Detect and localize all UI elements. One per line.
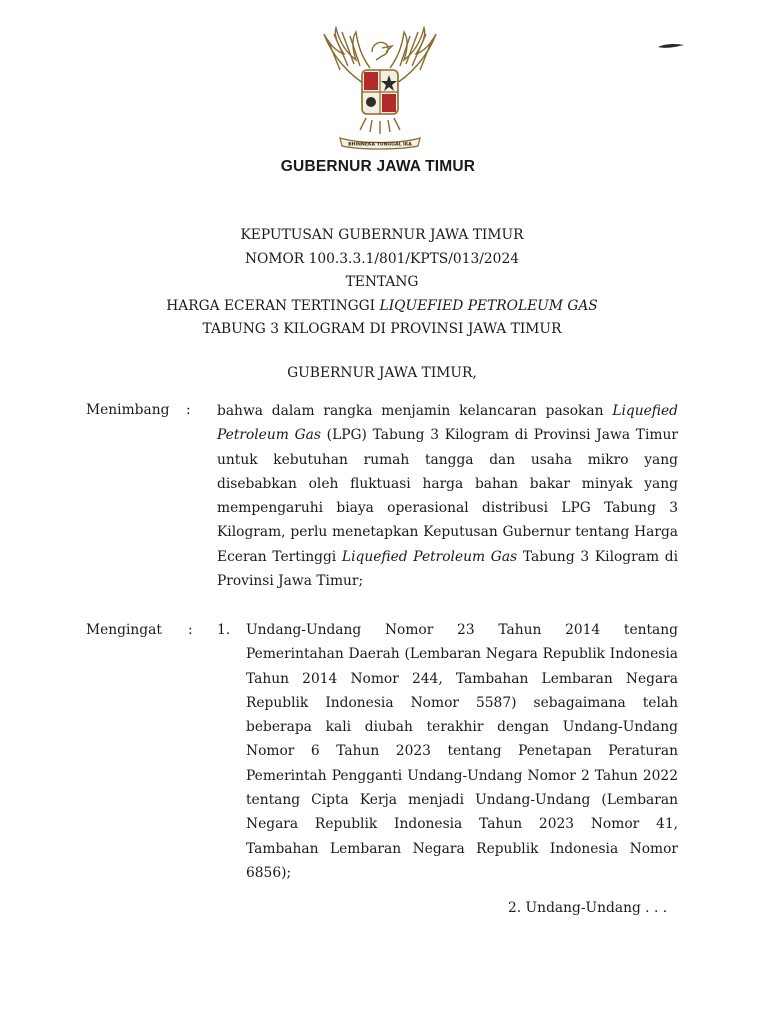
title-line-1: KEPUTUSAN GUBERNUR JAWA TIMUR: [240, 227, 524, 243]
mengingat-item-1-number: 1.: [217, 622, 231, 638]
menimbang-paragraph: [217, 399, 678, 593]
menimbang-text-3: Tabung 3 Kilogram di Provinsi Jawa Timur;: [217, 548, 678, 590]
governor-line: GUBERNUR JAWA TIMUR,: [287, 365, 477, 381]
ink-mark: [656, 40, 686, 52]
title-line-4: [0, 295, 764, 319]
menimbang-italic-2: Liquefied Petroleum Gas: [341, 548, 518, 565]
menimbang-text-2: (LPG) Tabung 3 Kilogram di Provinsi Jawa Timur untuk kebutuhan rumah tangga dan usaha mikro yang disebabkan oleh fluktuasi harga bahan bakar minyak yang mempengaruhi biaya operasional distribusi LPG Tabung 3 Kilogram, perlu menetapkan Keputusan Gubernur tentang Harga Eceran Tertinggi: [217, 427, 678, 565]
menimbang-text-1: bahwa dalam rangka menjamin kelancaran pasokan: [217, 403, 613, 419]
mengingat-colon: :: [188, 622, 193, 638]
garuda-emblem: [310, 26, 450, 151]
menimbang-italic-1: Liquefied Petroleum Gas: [217, 403, 678, 444]
emblem-ribbon-text: BHINNEKA TUNGGAL IKA: [348, 142, 412, 148]
title-line-5: TABUNG 3 KILOGRAM DI PROVINSI JAWA TIMUR: [202, 321, 562, 338]
title-line-4-prefix: HARGA ECERAN TERTINGGI: [166, 297, 380, 314]
menimbang-label: Menimbang: [86, 402, 170, 418]
title-line-2: NOMOR 100.3.3.1/801/KPTS/013/2024: [244, 250, 520, 267]
menimbang-colon: :: [186, 402, 191, 418]
decree-title: [0, 224, 764, 342]
mengingat-item-1-text: Undang-Undang Nomor 23 Tahun 2014 tentang Pemerintahan Daerah (Lembaran Negara Republik Indonesia Tahun 2014 Nomor 244, Tambahan Lembaran Negara Republik Indonesia Nomor 5587) sebagaimana telah beberapa kali diubah terakhir dengan Undang-Undang Nomor 6 Tahun 2023 tentang Penetapan Peraturan Pemerintah Pengganti Undang-Undang Nomor 2 Tahun 2022 tentang Cipta Kerja menjadi Undang-Undang (Lembaran Negara Republik Indonesia Tahun 2023 Nomor 41, Tambahan Lembaran Negara Republik Indonesia Nomor 6856);: [246, 622, 678, 881]
mengingat-label: Mengingat: [86, 622, 162, 638]
continuation-note: 2. Undang-Undang . . .: [508, 900, 668, 916]
title-line-4-italic: LIQUEFIED PETROLEUM GAS: [379, 297, 598, 314]
issuer-heading: GUBERNUR JAWA TIMUR: [280, 158, 476, 175]
title-line-3: TENTANG: [345, 274, 419, 291]
